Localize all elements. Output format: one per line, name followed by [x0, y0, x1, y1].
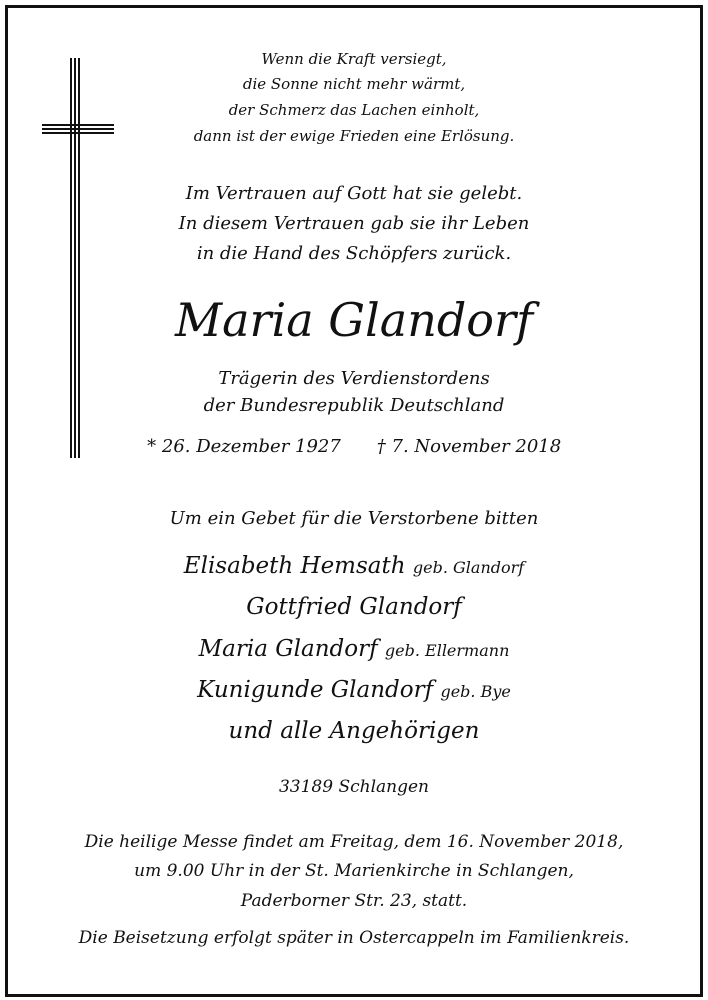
service-line: Paderborner Str. 23, statt.	[240, 891, 468, 911]
mourner-name: Elisabeth Hemsath	[183, 553, 406, 579]
faith-line: Im Vertrauen auf Gott hat sie gelebt.	[185, 183, 523, 204]
service-line: Die Beisetzung erfolgt später in Ostercappeln im Familienkreis.	[78, 928, 630, 948]
mourner-entry	[0, 594, 708, 620]
deceased-name: Maria Glandorf	[175, 293, 533, 347]
mourner-maiden-name: geb. Ellermann	[384, 641, 510, 660]
mourner-name: Kunigunde Glandorf	[197, 677, 434, 703]
mourner-name: Gottfried Glandorf	[246, 594, 462, 620]
prayer-request: Um ein Gebet für die Verstorbene bitten	[169, 508, 539, 529]
mourner-name: Maria Glandorf	[198, 636, 378, 662]
faith-line: In diesem Vertrauen gab sie ihr Leben	[178, 213, 530, 234]
mourner-maiden-name: geb. Glandorf	[412, 558, 525, 577]
place: 33189 Schlangen	[278, 777, 429, 797]
mourner-maiden-name: geb. Bye	[440, 682, 511, 701]
mourner-name: und alle Angehörigen	[228, 718, 480, 744]
death-date: † 7. November 2018	[376, 436, 562, 457]
honor-line: der Bundesrepublik Deutschland	[203, 395, 505, 416]
honor-line: Trägerin des Verdienstordens	[218, 368, 490, 389]
mourner-entry	[0, 636, 708, 662]
mourner-entry	[0, 553, 708, 579]
birth-date: * 26. Dezember 1927	[147, 436, 341, 457]
mourner-entry	[0, 718, 708, 744]
service-line: um 9.00 Uhr in der St. Marienkirche in Schlangen,	[134, 861, 574, 881]
poem-line: dann ist der ewige Frieden eine Erlösung.	[193, 127, 515, 145]
faith-line: in die Hand des Schöpfers zurück.	[196, 243, 512, 264]
service-line: Die heilige Messe findet am Freitag, dem 16. November 2018,	[84, 832, 624, 852]
mourner-entry	[0, 677, 708, 703]
poem-line: die Sonne nicht mehr wärmt,	[242, 75, 466, 93]
poem-line: Wenn die Kraft versiegt,	[261, 50, 447, 68]
poem-line: der Schmerz das Lachen einholt,	[228, 101, 480, 119]
